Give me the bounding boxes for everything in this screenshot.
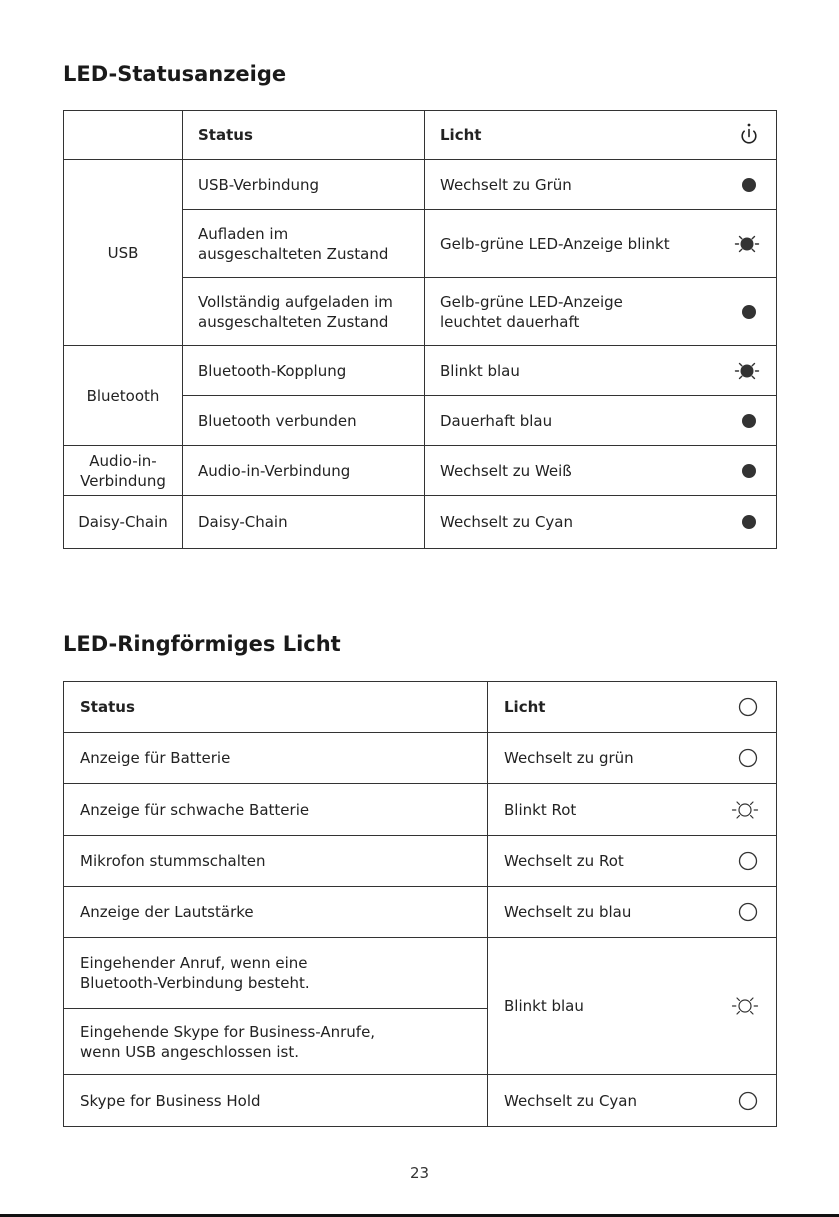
blinking-dot-icon xyxy=(733,359,761,383)
status-cell: USB-Verbindung xyxy=(183,160,425,210)
solid-dot-icon xyxy=(737,510,761,534)
status-text: Aufladen im ausgeschalteten Zustand xyxy=(198,224,389,263)
light-cell xyxy=(425,496,777,549)
led-status-title: LED-Statusanzeige xyxy=(63,62,287,86)
light-text: Wechselt zu Cyan xyxy=(440,513,573,531)
status-cell: Anzeige der Lautstärke xyxy=(64,887,488,938)
status-cell: Anzeige für schwache Batterie xyxy=(64,784,488,836)
table-row xyxy=(64,1075,777,1127)
table-row xyxy=(64,446,777,496)
light-text: Blinkt blau xyxy=(504,997,584,1015)
table-row xyxy=(64,836,777,887)
light-text: Wechselt zu Cyan xyxy=(504,1091,637,1110)
table-row xyxy=(64,784,777,836)
light-cell xyxy=(488,1075,777,1127)
status-cell xyxy=(64,1009,488,1075)
status-cell xyxy=(64,938,488,1009)
light-cell xyxy=(425,278,777,346)
solid-dot-icon xyxy=(737,173,761,197)
light-text: Gelb-grüne LED-Anzeige leuchtet dauerhaft xyxy=(440,292,623,331)
light-text: Gelb-grüne LED-Anzeige blinkt xyxy=(440,234,670,253)
table-row xyxy=(64,346,777,396)
power-icon xyxy=(737,122,761,148)
header-light: Licht xyxy=(504,698,546,716)
table-header-row xyxy=(64,111,777,160)
light-text: Blinkt blau xyxy=(440,361,520,380)
light-text: Wechselt zu grün xyxy=(504,749,634,767)
header-light: Licht xyxy=(440,126,482,144)
blinking-ring-icon xyxy=(730,994,760,1018)
status-cell xyxy=(183,278,425,346)
header-empty-cell xyxy=(64,111,183,160)
light-cell xyxy=(425,396,777,446)
light-cell xyxy=(488,733,777,784)
led-status-table xyxy=(63,110,777,549)
light-cell xyxy=(425,446,777,496)
group-label-bluetooth: Bluetooth xyxy=(64,346,183,446)
ring-icon xyxy=(736,746,760,770)
status-cell: Bluetooth-Kopplung xyxy=(183,346,425,396)
status-cell xyxy=(183,210,425,278)
light-cell xyxy=(488,836,777,887)
status-cell: Bluetooth verbunden xyxy=(183,396,425,446)
ring-icon xyxy=(736,849,760,873)
light-cell xyxy=(425,160,777,210)
table-header-row xyxy=(64,682,777,733)
table-row xyxy=(64,938,777,1009)
light-text: Wechselt zu blau xyxy=(504,903,632,921)
table-row xyxy=(64,887,777,938)
light-text: Wechselt zu Grün xyxy=(440,175,572,194)
status-cell: Anzeige für Batterie xyxy=(64,733,488,784)
table-row xyxy=(64,160,777,210)
light-cell xyxy=(488,784,777,836)
table-row xyxy=(64,496,777,549)
light-cell xyxy=(425,210,777,278)
group-label-daisy-chain: Daisy-Chain xyxy=(64,496,183,549)
status-cell: Daisy-Chain xyxy=(183,496,425,549)
status-cell: Mikrofon stummschalten xyxy=(64,836,488,887)
header-status: Status xyxy=(64,682,488,733)
solid-dot-icon xyxy=(737,459,761,483)
header-light-cell xyxy=(488,682,777,733)
group-label-audio-in xyxy=(64,446,183,496)
light-cell xyxy=(488,887,777,938)
light-cell xyxy=(425,346,777,396)
solid-dot-icon xyxy=(737,409,761,433)
ring-light-table xyxy=(63,681,777,1127)
status-cell: Audio-in-Verbindung xyxy=(183,446,425,496)
header-status: Status xyxy=(183,111,425,160)
light-text: Blinkt Rot xyxy=(504,800,577,819)
group-label-usb: USB xyxy=(64,160,183,346)
status-text: Vollständig aufgeladen im ausgeschalteten Zustand xyxy=(198,292,393,331)
status-cell: Skype for Business Hold xyxy=(64,1075,488,1127)
ring-icon xyxy=(736,900,760,924)
group-label-text: Audio-in-Verbindung xyxy=(80,451,166,490)
ring-icon xyxy=(736,695,760,719)
page-number: 23 xyxy=(409,1164,430,1182)
ring-light-title: LED-Ringförmiges Licht xyxy=(63,632,341,656)
header-light-cell xyxy=(425,111,777,160)
light-text: Wechselt zu Rot xyxy=(504,852,624,870)
ring-icon xyxy=(736,1089,760,1113)
light-text: Wechselt zu Weiß xyxy=(440,461,572,480)
table-row xyxy=(64,733,777,784)
light-cell-merged xyxy=(488,938,777,1075)
blinking-dot-icon xyxy=(733,232,761,256)
solid-dot-icon xyxy=(737,300,761,324)
light-text: Dauerhaft blau xyxy=(440,411,553,430)
status-text: Eingehende Skype for Business-Anrufe, wenn USB angeschlossen ist. xyxy=(80,1022,376,1061)
status-text: Eingehender Anruf, wenn eine Bluetooth-Verbindung besteht. xyxy=(80,954,310,992)
blinking-ring-icon xyxy=(730,798,760,822)
